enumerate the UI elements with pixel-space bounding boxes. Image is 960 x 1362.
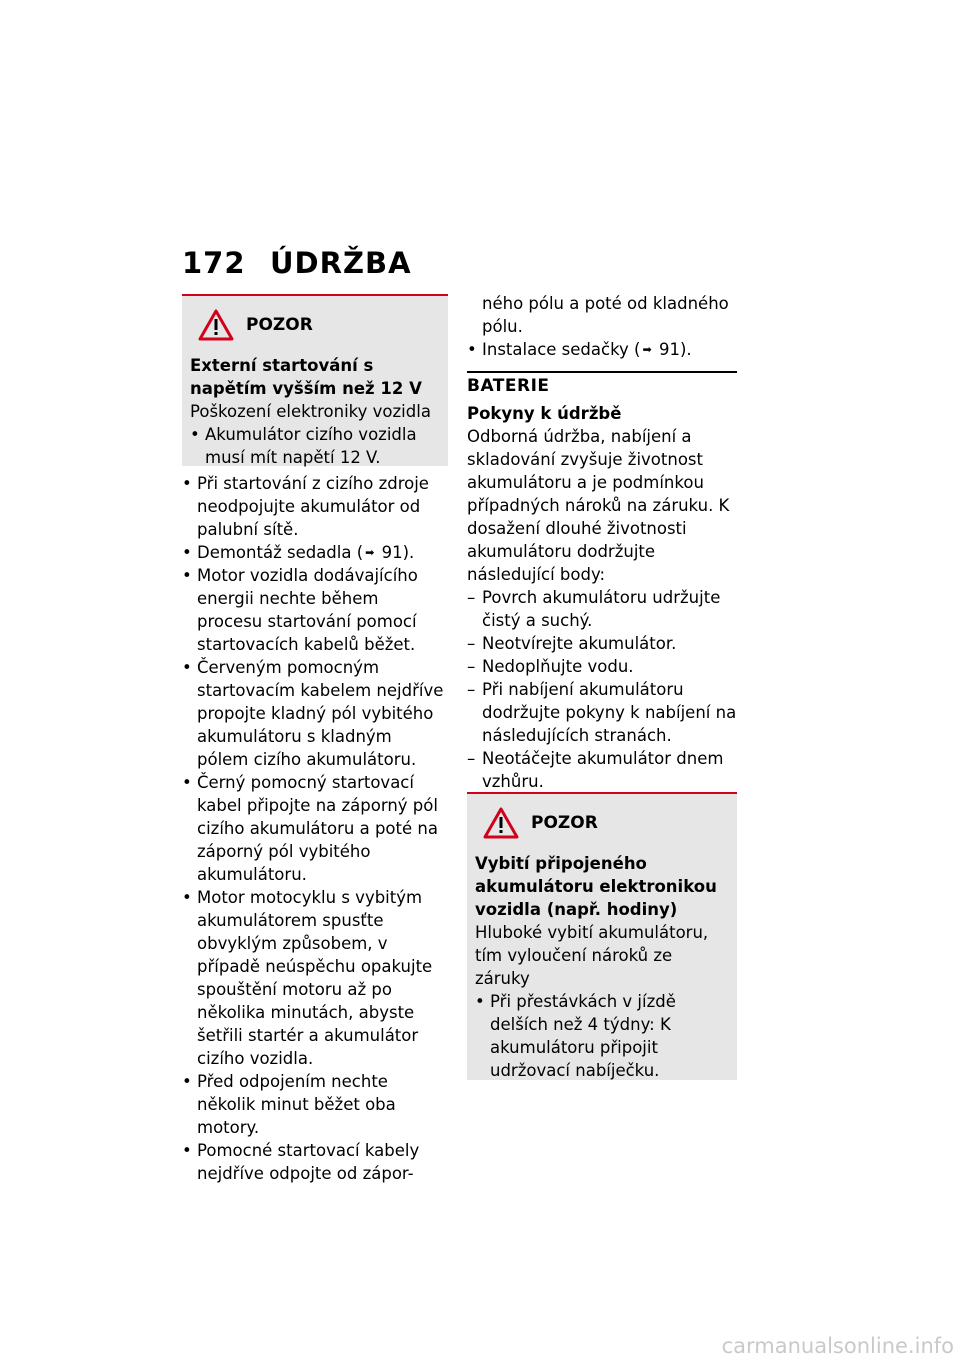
list-item: – Povrch akumulátoru udržujte čistý a suchý. bbox=[467, 586, 737, 632]
install-list bbox=[467, 338, 737, 361]
list-item: – Neotvírejte akumulátor. bbox=[467, 632, 737, 655]
list-item: • Instalace sedačky ( ➡ 91). bbox=[467, 338, 737, 361]
page-ref-arrow-icon: ➡ bbox=[642, 343, 652, 356]
warning-heading: Externí startování s napětím vyšším než 12 V bbox=[190, 356, 422, 398]
page-header bbox=[182, 246, 412, 280]
battery-section bbox=[467, 376, 737, 793]
list-item: • Červeným pomocným startovacím kabelem nejdříve propojte kladný pól vybitého akumulátoru s kladným pólem cizího akumulátoru. bbox=[182, 656, 448, 771]
section-title: BATERIE bbox=[467, 376, 550, 396]
warning-label: POZOR bbox=[246, 315, 313, 335]
right-column bbox=[467, 292, 737, 361]
list-item: • Pomocné startovací kabely nejdříve odpojte od zápor- bbox=[182, 1139, 448, 1185]
warning-label: POZOR bbox=[531, 813, 598, 833]
procedure-list bbox=[182, 472, 448, 1185]
page-ref-arrow-icon: ➡ bbox=[365, 546, 375, 559]
warning-list bbox=[475, 990, 729, 1082]
warning-header bbox=[475, 794, 729, 852]
warning-bullet: • Akumulátor cizího vozidla musí mít napětí 12 V. bbox=[190, 423, 440, 469]
left-column bbox=[182, 472, 448, 1185]
page-number: 172 bbox=[182, 246, 246, 280]
list-item: • Při startování z cizího zdroje neodpojujte akumulátor od palubní sítě. bbox=[182, 472, 448, 541]
warning-subtitle: Poškození elektroniky vozidla bbox=[190, 402, 431, 421]
warning-triangle-icon bbox=[198, 309, 234, 341]
list-item: • Černý pomocný startovací kabel připojte na záporný pól cizího akumulátoru a poté na záporný pól vybitého akumulátoru. bbox=[182, 771, 448, 886]
warning-heading: Vybití připojeného akumulátoru elektronikou vozidla (např. hodiny) bbox=[475, 854, 717, 919]
paragraph: Odborná údržba, nabíjení a skladování zvyšuje životnost akumulátoru a je podmínkou případných nároků na záruku. K dosažení dlouhé životnosti akumulátoru dodržujte následující body: bbox=[467, 427, 730, 584]
page-title: ÚDRŽBA bbox=[270, 246, 412, 280]
warning-box-right bbox=[467, 792, 737, 1080]
subheading: Pokyny k údržbě bbox=[467, 404, 622, 423]
list-item: • Demontáž sedadla ( ➡ 91). bbox=[182, 541, 448, 564]
warning-box-left bbox=[182, 294, 448, 466]
list-item: – Neotáčejte akumulátor dnem vzhůru. bbox=[467, 747, 737, 793]
care-list bbox=[467, 586, 737, 793]
list-item: • Před odpojením nechte několik minut běžet oba motory. bbox=[182, 1070, 448, 1139]
section-divider bbox=[467, 371, 737, 373]
list-item: • Motor vozidla dodávajícího energii nechte během procesu startování pomocí startovacích kabelů běžet. bbox=[182, 564, 448, 656]
warning-list bbox=[190, 423, 440, 469]
list-item: – Nedoplňujte vodu. bbox=[467, 655, 737, 678]
warning-triangle-icon bbox=[483, 807, 519, 839]
list-item: – Při nabíjení akumulátoru dodržujte pokyny k nabíjení na následujících stranách. bbox=[467, 678, 737, 747]
warning-bullet: • Při přestávkách v jízdě delších než 4 týdny: K akumulátoru připojit udržovací nabíječku. bbox=[475, 990, 729, 1082]
continuation-text: ného pólu a poté od kladného pólu. bbox=[482, 294, 729, 336]
list-item: • Motor motocyklu s vybitým akumulátorem spusťte obvyklým způsobem, v případě neúspěchu opakujte spouštění motoru až po několika minutách, abyste šetřili startér a akumulátor cizího vozidla. bbox=[182, 886, 448, 1070]
warning-header bbox=[190, 296, 440, 354]
watermark: carmanualsonline.info bbox=[721, 1334, 954, 1358]
warning-subtitle: Hluboké vybití akumulátoru, tím vyloučení nároků ze záruky bbox=[475, 923, 709, 988]
